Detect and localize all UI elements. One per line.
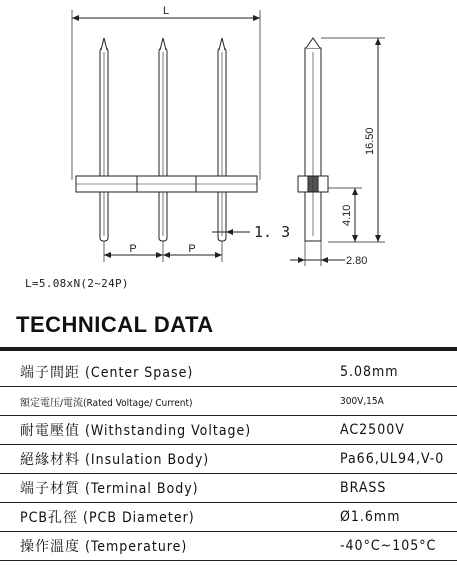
pitch-label-2: P xyxy=(188,243,196,255)
side-view xyxy=(298,38,328,241)
spec-value: AC2500V xyxy=(320,416,457,445)
spec-value: 5.08mm xyxy=(320,358,457,387)
spec-label: 額定電压/電流(Rated Voltage/ Current) xyxy=(0,387,320,416)
table-row xyxy=(0,532,457,561)
section-title: TECHNICAL DATA xyxy=(16,312,214,337)
pitch-label-1: P xyxy=(129,243,137,255)
spec-label: 絕緣材料 (Insulation Body) xyxy=(0,445,320,474)
width-label: 2.80 xyxy=(346,255,368,267)
title-divider xyxy=(0,347,457,351)
tail-label: 1. 3 xyxy=(254,223,291,241)
length-label: L xyxy=(162,5,170,17)
spec-label: 耐電壓值 (Withstanding Voltage) xyxy=(0,416,320,445)
pin-1 xyxy=(100,38,108,241)
table-row xyxy=(0,387,457,416)
spec-label: PCB孔徑 (PCB Diameter) xyxy=(0,503,320,532)
spec-value: Ø1.6mm xyxy=(320,503,457,532)
spec-label: 操作溫度 (Temperature) xyxy=(0,532,320,561)
table-row xyxy=(0,358,457,387)
spec-table xyxy=(0,358,457,561)
lower-height-label: 4.10 xyxy=(341,204,353,226)
spec-value: 300V,15A xyxy=(320,387,457,416)
height-label: 16.50 xyxy=(364,127,376,155)
length-formula: L=5.08xN(2~24P) xyxy=(25,277,129,290)
spec-label: 端子間距 (Center Spase) xyxy=(0,358,320,387)
spec-value: -40°C~105°C xyxy=(320,532,457,561)
spec-value: Pa66,UL94,V-0 xyxy=(320,445,457,474)
spec-value: BRASS xyxy=(320,474,457,503)
spec-label: 端子材質 (Terminal Body) xyxy=(0,474,320,503)
table-row xyxy=(0,416,457,445)
table-row xyxy=(0,503,457,532)
table-row xyxy=(0,474,457,503)
pin-3 xyxy=(218,38,226,241)
table-row xyxy=(0,445,457,474)
pin-2 xyxy=(159,38,167,241)
